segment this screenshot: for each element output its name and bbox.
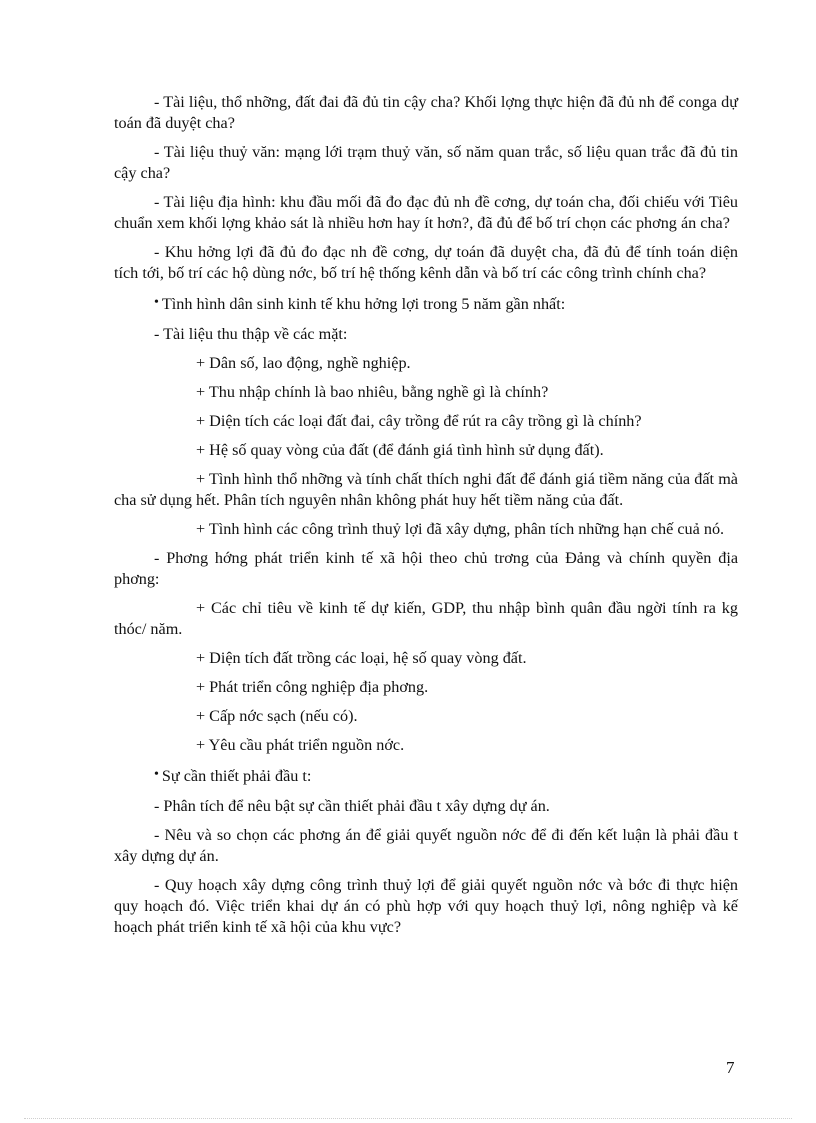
- list-item: + Hệ số quay vòng của đất (để đánh giá tình hình sử dụng đất).: [196, 441, 604, 459]
- list-item: + Dân số, lao động, nghề nghiệp.: [196, 354, 411, 372]
- page-number: 7: [726, 1058, 735, 1077]
- list-item: + Tình hình thổ nhỡng và tính chất thích nghi đất để đánh giá tiềm năng của đất mà cha sử dụng hết. Phân tích nguyên nhân không phát huy hết tiềm năng của đất.: [114, 470, 738, 509]
- paragraph: - Phân tích để nêu bật sự cần thiết phải đầu t xây dựng dự án.: [154, 797, 550, 815]
- paragraph: - Quy hoạch xây dựng công trình thuỷ lợi để giải quyết nguồn nớc và bớc đi thực hiện quy hoạch đó. Việc triển khai dự án có phù hợp với quy hoạch thuỷ lợi, nông nghiệp và kế hoạch phát triển kinh tế xã hội của khu vực?: [114, 876, 738, 936]
- document-body: [114, 92, 738, 946]
- paragraph: - Nêu và so chọn các phơng án để giải quyết nguồn nớc để đi đến kết luận là phải đầu t xây dựng dự án.: [114, 826, 738, 865]
- paragraph: - Tài liệu, thổ nhỡng, đất đai đã đủ tin cậy cha? Khối lợng thực hiện đã đủ nh để conga dự toán đã duyệt cha?: [114, 93, 738, 132]
- bullet-heading: • Sự cần thiết phải đầu t:: [154, 767, 312, 785]
- list-item: + Yêu cầu phát triển nguồn nớc.: [196, 736, 405, 754]
- list-item: + Diện tích các loại đất đai, cây trồng để rút ra cây trồng gì là chính?: [196, 412, 642, 430]
- paragraph: - Tài liệu thu thập về các mặt:: [154, 325, 348, 343]
- list-item: + Diện tích đất trồng các loại, hệ số quay vòng đất.: [196, 649, 527, 667]
- list-item: + Phát triển công nghiệp địa phơng.: [196, 678, 429, 696]
- paragraph: - Phơng hớng phát triển kinh tế xã hội theo chủ trơng của Đảng và chính quyền địa phơng:: [114, 549, 738, 588]
- list-item: + Thu nhập chính là bao nhiêu, bằng nghề gì là chính?: [196, 383, 549, 401]
- bullet-icon: •: [154, 295, 159, 310]
- paragraph: - Khu hởng lợi đã đủ đo đạc nh đề cơng, dự toán đã duyệt cha, đã đủ để tính toán diện tích tới, bố trí các hộ dùng nớc, bố trí hệ thống kênh dẫn và bố trí các công trình chính cha?: [114, 243, 738, 282]
- footer-divider: [24, 1118, 792, 1119]
- list-item: + Các chỉ tiêu về kinh tế dự kiến, GDP, thu nhập bình quân đầu ngời tính ra kg thóc/ năm.: [114, 599, 738, 638]
- paragraph: - Tài liệu thuỷ văn: mạng lới trạm thuỷ văn, số năm quan trắc, số liệu quan trắc đã đủ tin cậy cha?: [114, 143, 738, 182]
- list-item: + Tình hình các công trình thuỷ lợi đã xây dựng, phân tích những hạn chế cuả nó.: [196, 520, 725, 538]
- bullet-heading: • Tình hình dân sinh kinh tế khu hởng lợi trong 5 năm gần nhất:: [154, 295, 566, 313]
- bullet-icon: •: [154, 767, 159, 782]
- paragraph: - Tài liệu địa hình: khu đầu mối đã đo đạc đủ nh đề cơng, dự toán cha, đối chiếu với Tiêu chuẩn xem khối lợng khảo sát là nhiều hơn hay ít hơn?, đã đủ để bố trí chọn các phơng án cha?: [114, 193, 738, 232]
- list-item: + Cấp nớc sạch (nếu có).: [196, 707, 358, 725]
